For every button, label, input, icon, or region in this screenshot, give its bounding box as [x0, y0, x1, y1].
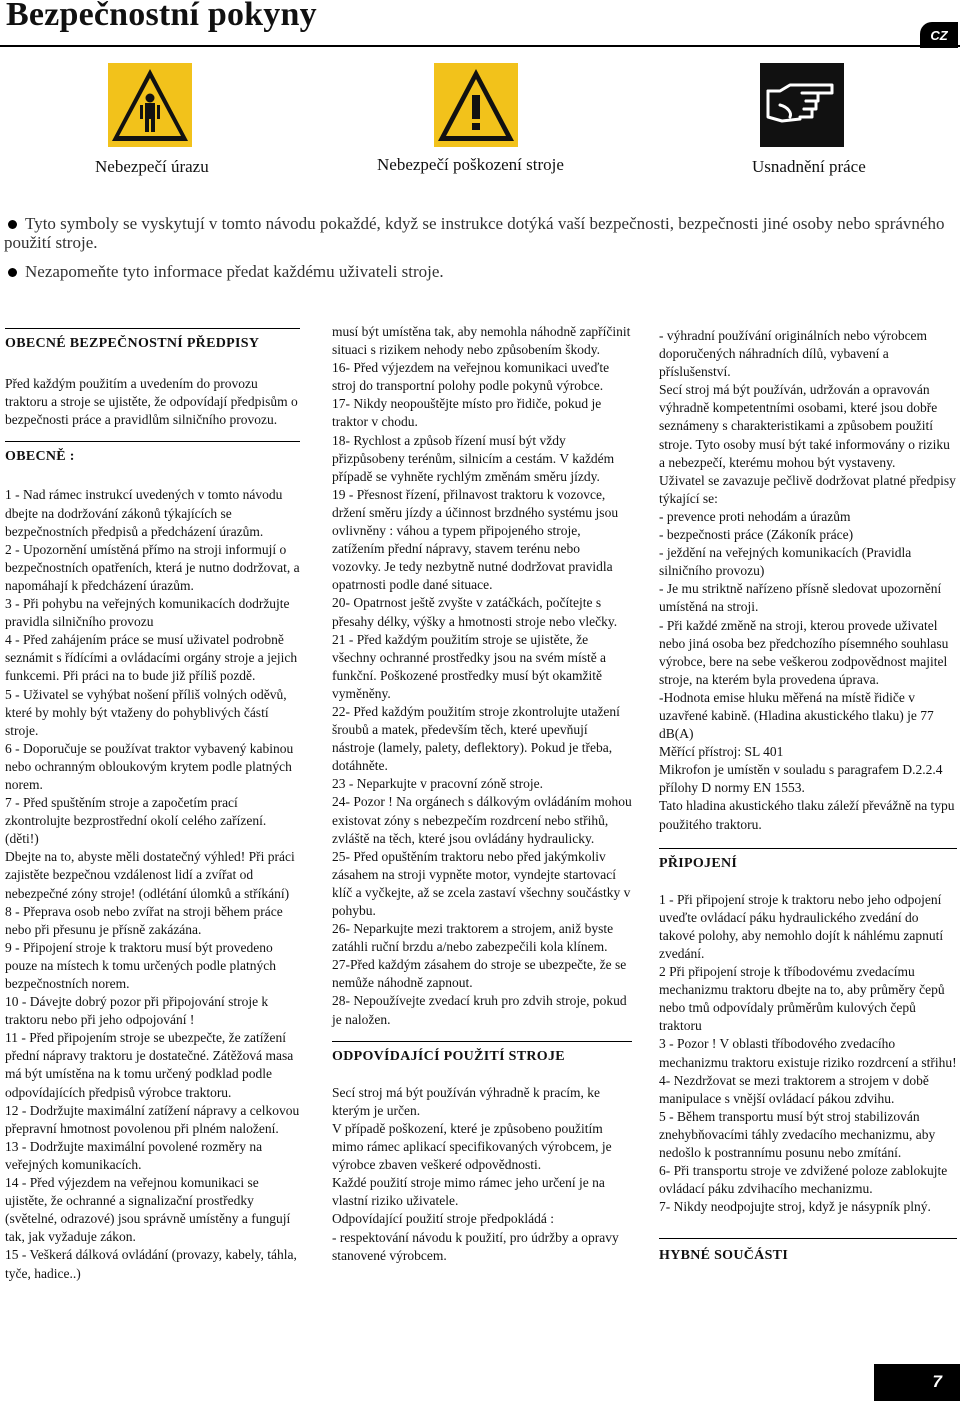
column-1: [5, 328, 300, 1283]
intro-bullet-1: [4, 214, 954, 252]
paragraph: - respektování návodu k použití, pro údržby a opravy stanovené výrobcem.: [332, 1229, 619, 1263]
paragraph: Každé použití stroje mimo rámec jeho určení je na vlastní riziko uživatele.: [332, 1175, 605, 1209]
list-item: 2 Při připojení stroje k tříbodovému zvedacímu mechanizmu traktoru dbejte na to, aby průměry čepů nebo tmů odpovídaly průměrům kulových čepů traktoru: [659, 964, 945, 1034]
list-item: 13 - Dodržujte maximální povolené rozměry na veřejných komunikacích.: [5, 1138, 263, 1172]
section-heading-attachment: PŘIPOJENÍ: [659, 855, 738, 871]
worker-hazard-icon: [108, 63, 192, 147]
list-item: 3 - Při pohybu na veřejných komunikacích dodržujte pravidla silničního provozu: [5, 596, 290, 630]
list-item: 3 - Pozor ! V oblasti tříbodového zvedacího mechanizmu traktoru existuje riziko rozdrcení a střihu!: [659, 1036, 957, 1070]
intro-text-1: Tyto symboly se vyskytují v tomto návodu pokaždé, když se instrukce dotýká vaší bezpečnosti, bezpečnosti jiné osoby nebo správného použití stroje.: [4, 214, 945, 252]
list-item: 14 - Před výjezdem na veřejnou komunikaci se ujistěte, že ochranné a signalizační prostředky (světelné, odrazové) jsou správně umístěny a fungují tak, jak vyžaduje zákon.: [5, 1175, 291, 1245]
divider: [659, 848, 957, 849]
list-item: -Hodnota emise hluku měřená na místě řidiče v uzavřené kabině. (Hladina akustického tlaku) je 77 dB(A): [659, 689, 934, 742]
page-title: Bezpečnostní pokyny: [6, 0, 317, 33]
section-heading-intended-use: ODPOVÍDAJÍCÍ POUŽITÍ STROJE: [332, 1048, 565, 1064]
list-item: 5 - Uživatel se vyhýbat nošení příliš volných oděvů, které by mohly být vtaženy do pohyblivých částí stroje.: [5, 686, 287, 738]
list-item: - Je mu striktně nařízeno přísně sledovat upozornění umístěná na stroji.: [659, 581, 942, 615]
list-item: 17- Nikdy neopouštějte místo pro řidiče, pokud je traktor v chodu.: [332, 396, 602, 430]
list-item: 10 - Dávejte dobrý pozor při připojování stroje k traktoru nebo při jeho odpojování !: [5, 994, 269, 1028]
list-item: 7 - Před spuštěním stroje a započetím prací zkontrolujte bezprostřední okolí celého zařízení. (děti!): [5, 795, 267, 847]
list-item: Dbejte na to, abyste měli dostatečný výhled! Při práci zajistěte bezpečnou vzdálenost lidí a zvířat od nebezpečné zóny stroje! (odlétání úlomků a stříkání): [5, 849, 295, 901]
list-item: 1 - Nad rámec instrukcí uvedených v tomto návodu dbejte na dodržování zákonů týkajících se bezpečnostních předpisů a předcházení úrazům.: [5, 487, 283, 539]
list-item: 6 - Doporučuje se používat traktor vybavený kabinou nebo ochranným obloukovým krytem podle platných norem.: [5, 740, 294, 792]
list-item: 8 - Přeprava osob nebo zvířat na stroji během práce nebo při přesunu je přísně zakázána.: [5, 903, 283, 937]
intro-bullet-2: [4, 262, 954, 281]
symbol-label-injury: Nebezpečí úrazu: [95, 157, 209, 176]
list-item: 11 - Před připojením stroje se ubezpečte, že zatížení přední nápravy traktoru je dostatečné. Zátěžová masa má být umístěna na k tomu určený podklad podle odpovídajících předpisů výrobce traktoru.: [5, 1030, 294, 1100]
symbol-label-machine-damage: Nebezpečí poškození stroje: [377, 155, 564, 174]
pointing-hand-icon: [760, 63, 844, 147]
bullet-icon: [8, 268, 17, 277]
list-item: - prevence proti nehodám a úrazům: [659, 508, 851, 524]
divider: [5, 441, 300, 442]
list-item: Secí stroj má být používán, udržován a opravován výhradně kompetentními osobami, které jsou dobře seznámeny s charakteristikami a způsobem použití stroje. Tyto osoby musí být také informovány o riziku a nebezpečí, kterému mohou být vystaveny.: [659, 382, 950, 470]
symbol-label-easier-work: Usnadnění práce: [752, 157, 866, 176]
list-item: 12 - Dodržujte maximální zatížení nápravy a celkovou přepravní hmotnost povolenou při plném naložení.: [5, 1102, 300, 1136]
list-item: 24- Pozor ! Na orgánech s dálkovým ovládáním mohou existovat zóny s nebezpečím rozdrcení nebo střihů, zvláště na těch, které jsou ovládány hydraulicky.: [332, 794, 632, 846]
language-badge: CZ: [920, 22, 958, 48]
warning-exclamation-icon: [434, 63, 518, 147]
list-item: 15 - Veškerá dálková ovládání (provazy, kabely, táhla, tyče, hadice..): [5, 1247, 297, 1281]
divider: [659, 1238, 957, 1239]
list-item: 1 - Při připojení stroje k traktoru nebo jeho odpojení uveďte ovládací páku hydraulického zvedání do takové polohy, aby nemohlo dojít k náhlému zapnutí zvedání.: [659, 891, 944, 961]
list-item: 23 - Neparkujte v pracovní zóně stroje.: [332, 776, 544, 792]
list-item: Mikrofon je umístěn v souladu s paragrafem D.2.2.4 přílohy D normy EN 1553.: [659, 762, 943, 796]
section-heading-general-rules: OBECNÉ BEZPEČNOSTNÍ PŘEDPISY: [5, 336, 260, 351]
list-item: 22- Před každým použitím stroje zkontrolujte utažení šroubů a matek, především těch, které upevňují nástroje (lamely, palety, deflektory). Pokud je třeba, dotáhněte.: [332, 703, 620, 774]
list-item: 16- Před výjezdem na veřejnou komunikaci uveďte stroj do transportní polohy podle pokynů výrobce.: [332, 360, 610, 394]
column-2: [332, 323, 632, 1265]
list-item: 18- Rychlost a způsob řízení musí být vždy přizpůsobeny terénům, silnicím a cestám. V každém případě se vyhněte rychlým změnám směru jízdy.: [332, 432, 615, 484]
list-item: 21 - Před každým použitím stroje se ujistěte, že všechny ochranné prostředky jsou na svém místě a funkční. Poškozené prostředky musí být okamžitě vyměněny.: [332, 631, 607, 701]
section-heading-moving-parts: HYBNÉ SOUČÁSTI: [659, 1248, 789, 1264]
bullet-icon: [8, 220, 17, 229]
list-item: 7- Nikdy neodpojujte stroj, když je násypník plný.: [659, 1199, 931, 1215]
list-item: Uživatel se zavazuje pečlivě dodržovat platné předpisy týkající se:: [659, 472, 956, 506]
list-item: 2 - Upozornění umístěná přímo na stroji informují o bezpečnostních opatřeních, která je nutno dodržovat, a napomáhají k předcházení úrazům.: [5, 541, 300, 593]
list-item: - ježdění na veřejných komunikacích (Pravidla silničního provozu): [659, 545, 912, 579]
divider: [5, 328, 300, 329]
list-item: Tato hladina akustického tlaku záleží převážně na typu použitého traktoru.: [659, 798, 955, 832]
list-item: 19 - Přesnost řízení, přilnavost traktoru k vozovce, držení směru jízdy a účinnost brzdného systému jsou ovlivněny : váhou a typem připojeného stroje, zatížením přední nápravy, stavem terénu nebo vozovky. Je tedy nezbytně nutné dodržovat pravidla opatrnosti podle dané situace.: [332, 486, 619, 593]
divider: [332, 1041, 632, 1042]
list-item: - Při každé změně na stroji, kterou provede uživatel nebo jiná osoba bez předchozího písemného souhlasu výrobce, bere na sebe veškerou zodpovědnost majitel stroje, na kterém byla provedena úprava.: [659, 617, 949, 687]
list-item: 28- Nepoužívejte zvedací kruh pro zdvih stroje, pokud je naložen.: [332, 993, 627, 1027]
list-item: - bezpečnosti práce (Zákoník práce): [659, 527, 854, 543]
paragraph: Odpovídající použití stroje předpokládá :: [332, 1211, 554, 1227]
paragraph: Secí stroj má být používán výhradně k pracím, ke kterým je určen.: [332, 1084, 601, 1118]
page-number: 7: [874, 1364, 960, 1401]
column-3: [659, 327, 957, 1266]
paragraph: Před každým použitím a uvedením do provozu traktoru a stroje se ujistěte, že odpovídají předpisům o bezpečnosti práce a pravidlům silničního provozu.: [5, 376, 298, 428]
list-item: 4 - Před zahájením práce se musí uživatel podrobně seznámit s řídícími a ovládacími orgány stroje a jejich funkcemi. Při práci na to bude již příliš pozdě.: [5, 632, 298, 684]
list-item: Měřící přístroj: SL 401: [659, 744, 784, 760]
list-item: 9 - Připojení stroje k traktoru musí být provedeno pouze na místech k tomu určených podle platných bezpečnostních norem.: [5, 939, 277, 991]
list-item: 27-Před každým zásahem do stroje se ubezpečte, že se nemůže náhodně zapnout.: [332, 957, 627, 991]
list-item: 4- Nezdržovat se mezi traktorem a strojem v době manipulace s vnější ovládací pákou zdvihu.: [659, 1072, 929, 1106]
title-rule: [0, 45, 960, 47]
intro-text-2: Nezapomeňte tyto informace předat každému uživateli stroje.: [25, 262, 444, 281]
list-item: - výhradní používání originálních nebo výrobcem doporučených náhradních dílů, vybavení a příslušenství.: [659, 328, 928, 380]
section-heading-general: OBECNĚ :: [5, 449, 75, 465]
list-item: 6- Při transportu stroje ve zdvižené poloze zablokujte ovládací páku zdvihacího mechanizmu.: [659, 1163, 948, 1197]
list-item: 20- Opatrnost ještě zvyšte v zatáčkách, počítejte s přesahy délky, výšky a hmotnosti stroje nebo vlečky.: [332, 595, 618, 629]
paragraph: V případě poškození, které je způsobeno použitím mimo rámec aplikací specifikovaných výrobcem, je výrobce zbaven veškeré odpovědnosti.: [332, 1120, 612, 1173]
list-item: 26- Neparkujte mezi traktorem a strojem, aniž byste zatáhli ruční brzdu a/nebo zabezpečili kola klínem.: [332, 921, 614, 955]
list-item: musí být umístěna tak, aby nemohla náhodně zapříčinit situaci s rizikem nehody nebo způsobením škody.: [332, 324, 631, 358]
list-item: 25- Před opuštěním traktoru nebo před jakýmkoliv zásahem na stroji vypněte motor, vyndejte startovací klíč a vyčkejte, až se zcela zastaví všechny součástky v pohybu.: [332, 848, 631, 918]
list-item: 5 - Během transportu musí být stroj stabilizován znehybňovacími táhly zvedacího mechanizmu, aby nedošlo k postrannímu posunu nebo zmítání.: [659, 1108, 936, 1161]
